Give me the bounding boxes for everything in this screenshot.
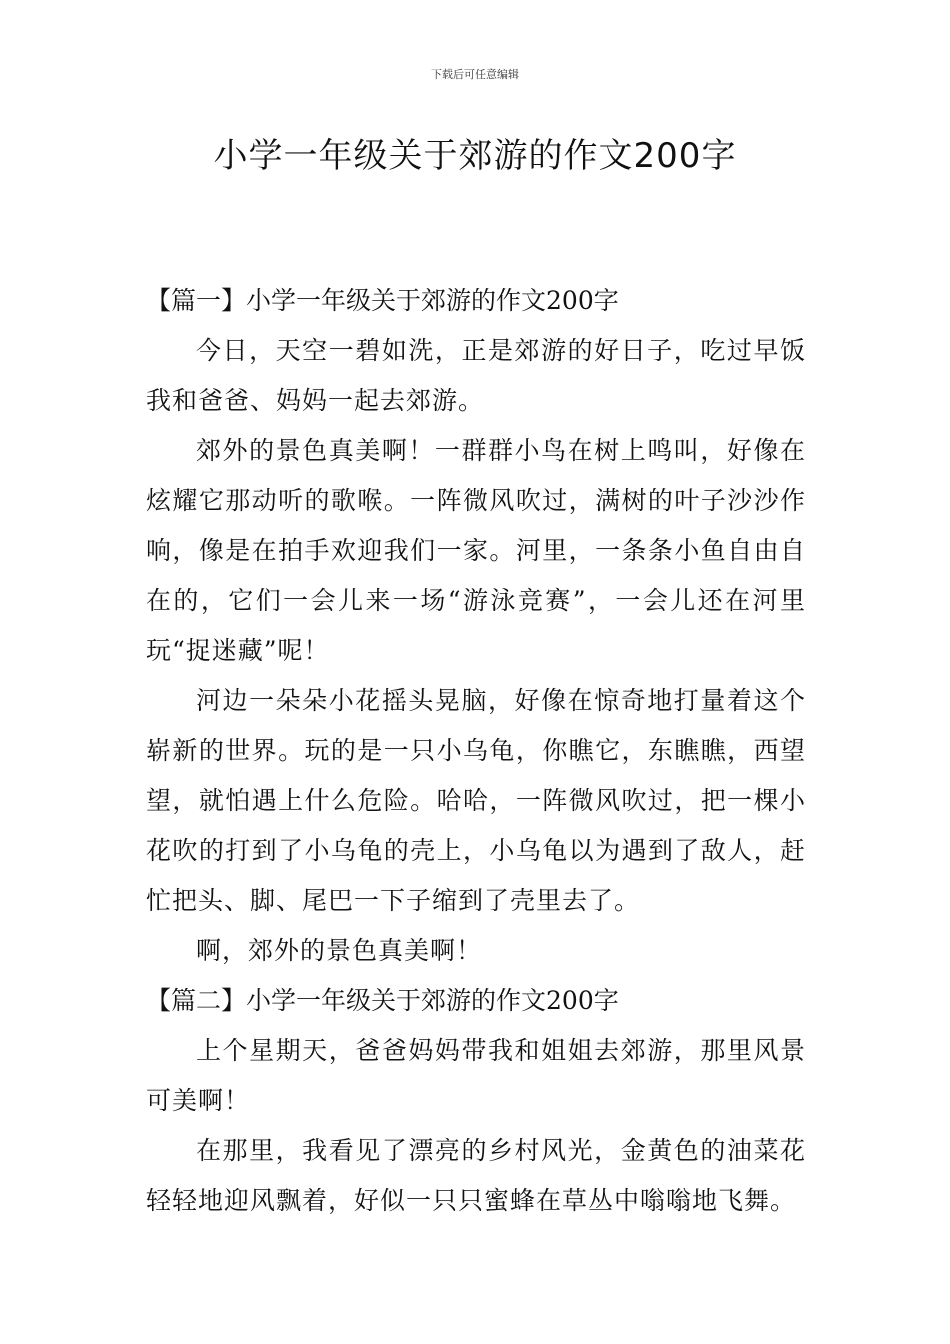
- document-body: [146, 276, 806, 1226]
- section-1: [146, 276, 806, 976]
- paragraph: 啊，郊外的景色真美啊！: [196, 936, 483, 965]
- section-heading: 【篇二】小学一年级关于郊游的作文200字: [146, 986, 619, 1015]
- document-title: 小学一年级关于郊游的作文200字: [213, 136, 737, 176]
- paragraph: 在那里，我看见了漂亮的乡村风光，金黄色的油菜花轻轻地迎风飘着，好似一只只蜜蜂在草丛中嗡嗡地飞舞。: [146, 1136, 806, 1215]
- paragraph: 今日，天空一碧如洗，正是郊游的好日子，吃过早饭我和爸爸、妈妈一起去郊游。: [146, 336, 806, 415]
- section-heading: 【篇一】小学一年级关于郊游的作文200字: [146, 286, 619, 315]
- paragraph: 河边一朵朵小花摇头晃脑，好像在惊奇地打量着这个崭新的世界。玩的是一只小乌龟，你瞧它，东瞧瞧，西望望，就怕遇上什么危险。哈哈，一阵微风吹过，把一棵小花吹的打到了小乌龟的壳上，小乌龟以为遇到了敌人，赶忙把头、脚、尾巴一下子缩到了壳里去了。: [146, 686, 806, 915]
- header-note: 下载后可任意编辑: [431, 68, 519, 81]
- paragraph: 郊外的景色真美啊！一群群小鸟在树上鸣叫，好像在炫耀它那动听的歌喉。一阵微风吹过，满树的叶子沙沙作响，像是在拍手欢迎我们一家。河里，一条条小鱼自由自在的，它们一会儿来一场“游泳竞赛”，一会儿还在河里玩“捉迷藏”呢！: [146, 436, 806, 665]
- paragraph: 上个星期天，爸爸妈妈带我和姐姐去郊游，那里风景可美啊！: [146, 1036, 806, 1115]
- section-2: [146, 976, 806, 1226]
